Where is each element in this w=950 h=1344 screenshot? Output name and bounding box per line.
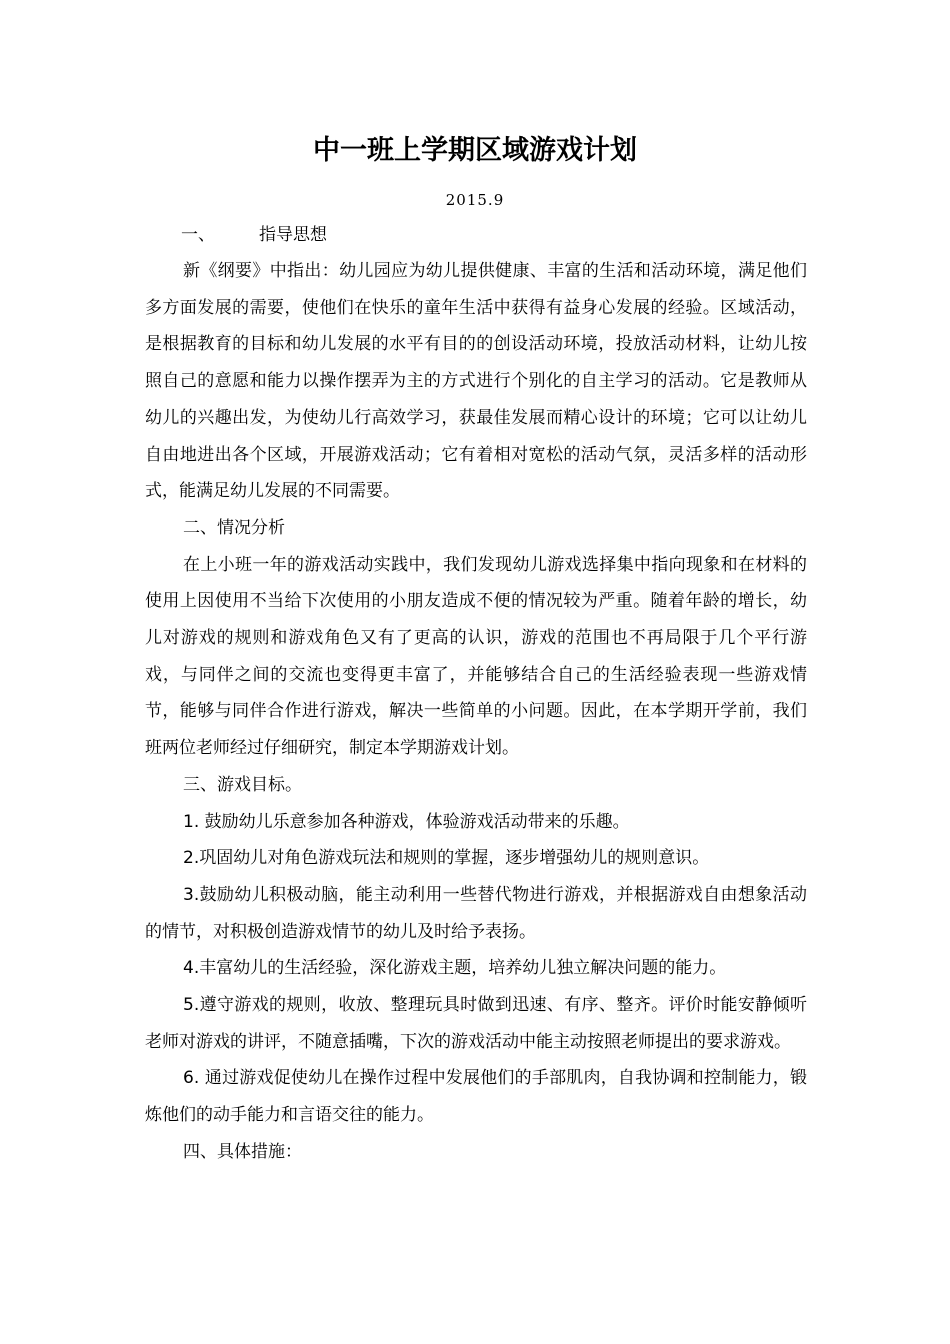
document-body <box>145 221 807 1171</box>
goal-number: 1. <box>183 811 200 832</box>
goal-number: 6. <box>183 1068 200 1089</box>
section2-heading: 二、情况分析 <box>183 517 285 538</box>
section1-title: 指导思想 <box>259 225 327 245</box>
section1-paragraph: 新《纲要》中指出：幼儿园应为幼儿提供健康、丰富的生活和活动环境，满足他们多方面发展的需要，使他们在快乐的童年生活中获得有益身心发展的经验。区域活动，是根据教育的目标和幼儿发展的水平有目的的创设活动环境，投放活动材料，让幼儿按照自己的意愿和能力以操作摆弄为主的方式进行个别化的自主学习的活动。它是教师从幼儿的兴趣出发，为使幼儿行高效学习，获最佳发展而精心设计的环境；它可以让幼儿自由地进出各个区域，开展游戏活动；它有着相对宽松的活动气氛，灵活多样的活动形式，能满足幼儿发展的不同需要。 <box>145 261 807 502</box>
section1-number: 一、 <box>181 225 215 245</box>
goal-number: 3. <box>183 884 200 905</box>
document-title: 中一班上学期区域游戏计划 <box>313 135 637 166</box>
goal-text: 巩固幼儿对角色游戏玩法和规则的掌握，逐步增强幼儿的规则意识。 <box>199 848 710 869</box>
goal-text: 鼓励幼儿积极动脑，能主动利用一些替代物进行游戏，并根据游戏自由想象活动的情节，对积极创造游戏情节的幼儿及时给予表扬。 <box>145 884 807 942</box>
goal-text: 丰富幼儿的生活经验，深化游戏主题，培养幼儿独立解决问题的能力。 <box>199 958 727 979</box>
section3-heading: 三、游戏目标。 <box>183 774 302 795</box>
goal-number: 2. <box>183 848 200 869</box>
section2-paragraph: 在上小班一年的游戏活动实践中，我们发现幼儿游戏选择集中指向现象和在材料的使用上因使用不当给下次使用的小朋友造成不便的情况较为严重。随着年龄的增长，幼儿对游戏的规则和游戏角色又有了更高的认识，游戏的范围也不再局限于几个平行游戏，与同伴之间的交流也变得更丰富了，并能够结合自己的生活经验表现一些游戏情节，能够与同伴合作进行游戏，解决一些简单的小问题。因此，在本学期开学前，我们班两位老师经过仔细研究，制定本学期游戏计划。 <box>145 554 807 759</box>
goal-item-2 <box>145 840 807 877</box>
goal-item-1 <box>145 804 807 841</box>
goal-item-3 <box>145 877 807 950</box>
section1-heading <box>145 221 807 250</box>
section4-heading: 四、具体措施： <box>183 1141 302 1162</box>
goal-item-6 <box>145 1060 807 1133</box>
goal-number: 5. <box>183 995 200 1016</box>
goal-text: 遵守游戏的规则，收放、整理玩具时做到迅速、有序、整齐。评价时能安静倾听老师对游戏的讲评，不随意插嘴，下次的游戏活动中能主动按照老师提出的要求游戏。 <box>145 995 807 1052</box>
goal-text: 鼓励幼儿乐意参加各种游戏，体验游戏活动带来的乐趣。 <box>204 811 630 832</box>
goal-item-4 <box>145 950 807 987</box>
document-date: 2015.9 <box>445 191 505 209</box>
goal-number: 4. <box>183 958 200 979</box>
goal-text: 通过游戏促使幼儿在操作过程中发展他们的手部肌肉，自我协调和控制能力，锻炼他们的动手能力和言语交往的能力。 <box>145 1068 808 1126</box>
goal-item-5 <box>145 987 807 1060</box>
